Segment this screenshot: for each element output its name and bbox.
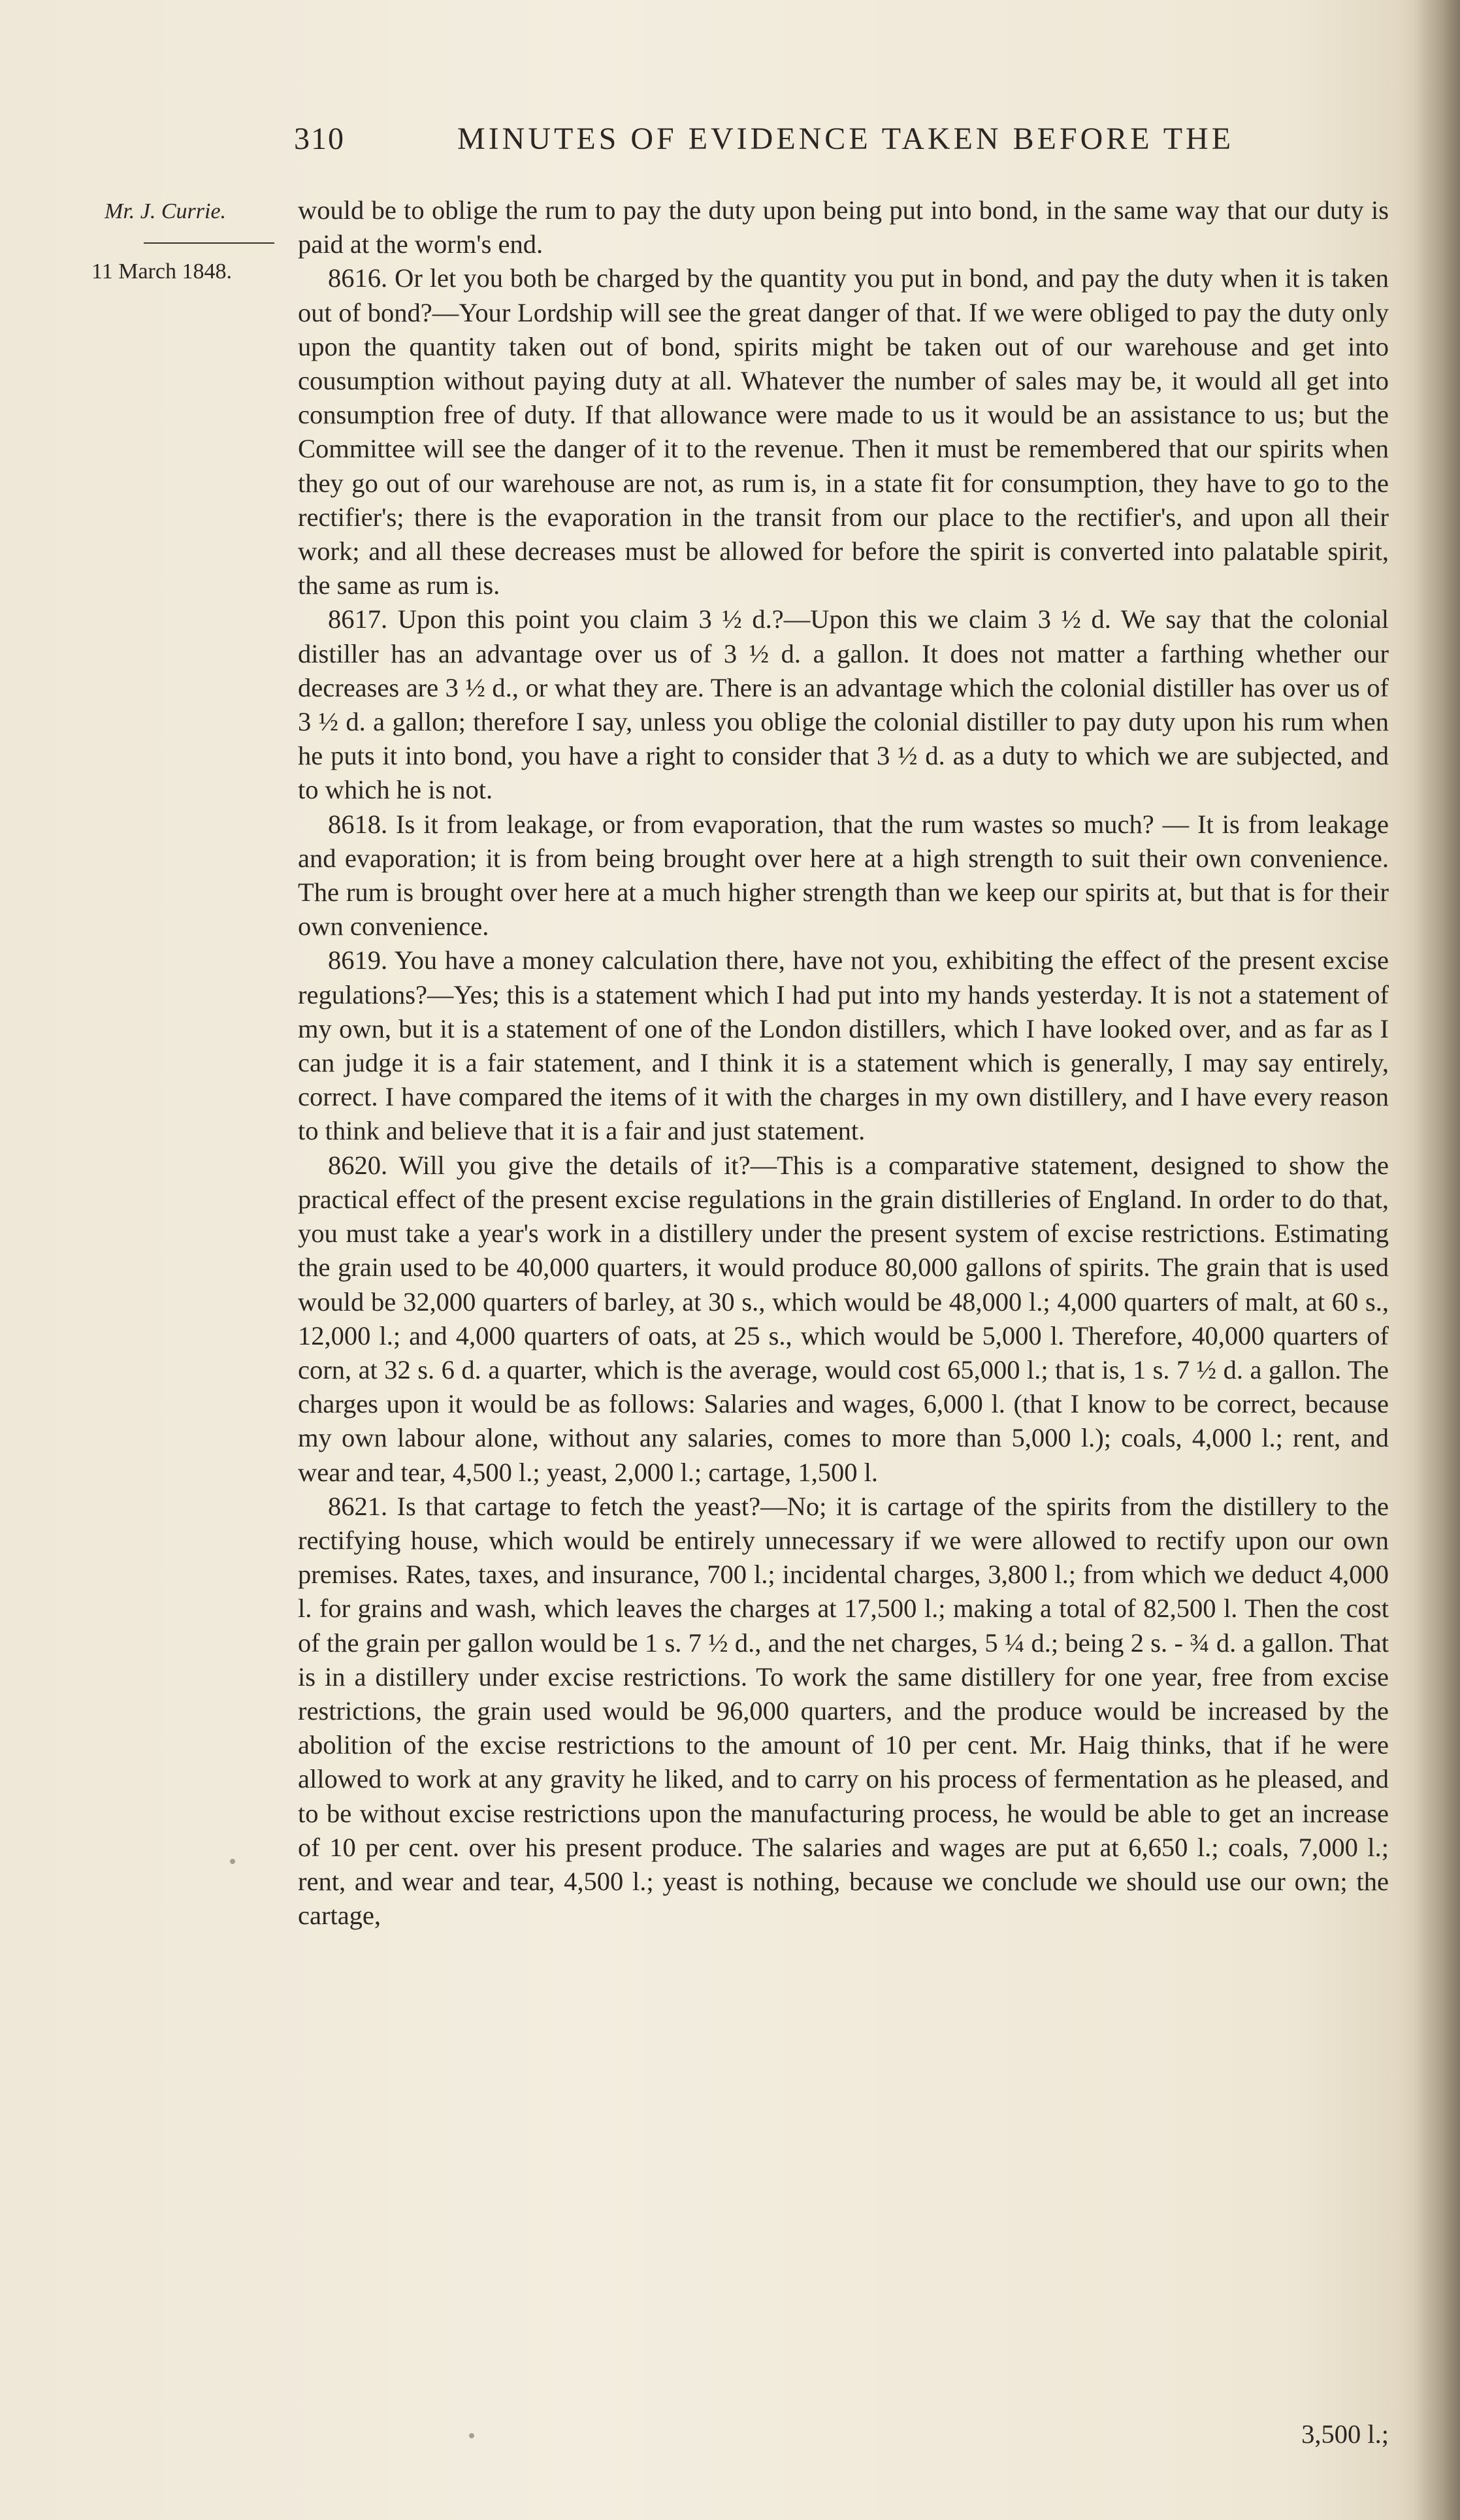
running-title: MINUTES OF EVIDENCE TAKEN BEFORE THE xyxy=(457,122,1235,156)
margin-notes xyxy=(91,199,287,284)
body-text xyxy=(298,193,1389,1933)
paragraph-8618: 8618. Is it from leakage, or from evaporation, that the rum wastes so much? — It is from leakage and evaporation; it is from being brought over here at a high strength to suit their own convenience. The rum is brought over here at a much higher strength than we keep our spirits at, but that is for their own convenience. xyxy=(298,809,1389,941)
paragraph-8616: 8616. Or let you both be charged by the quantity you put in bond, and pay the duty when it is taken out of bond?—Your Lordship will see the great danger of that. If we were obliged to pay the duty only upon the quantity taken out of bond, spirits might be taken out of our warehouse and get into cousumption without paying duty at all. Whatever the number of sales may be, it would all get into consumption free of duty. If that allowance were made to us it would be an assistance to us; but the Committee will see the danger of it to the revenue. Then it must be remembered that our spirits when they go out of our warehouse are not, as rum is, in a state fit for consumption, they have to go to the rectifier's; there is the evaporation in the transit from our place to the rectifier's, and upon all their work; and all these decreases must be allowed for before the spirit is converted into palatable spirit, the same as rum is. xyxy=(298,263,1389,600)
witness-name: Mr. J. Currie. xyxy=(105,199,227,223)
margin-rule xyxy=(144,242,274,244)
paragraph-8621: 8621. Is that cartage to fetch the yeast?—No; it is cartage of the spirits from the distillery to the rectifying house, which would be entirely unnecessary if we were allowed to rectify upon our own premises. Rates, taxes, and insurance, 700 l.; incidental charges, 3,800 l.; from which we deduct 4,000 l. for grains and wash, which leaves the charges at 17,500 l.; making a total of 82,500 l. Then the cost of the grain per gallon would be 1 s. 7 ½ d., and the net charges, 5 ¼ d.; being 2 s. - ¾ d. a gallon. That is in a distillery under excise restrictions. To work the same distillery for one year, free from excise restrictions, the grain used would be 96,000 quarters, and the produce would be increased by the abolition of the excise restrictions to the amount of 10 per cent. Mr. Haig thinks, that if he were allowed to work at any gravity he liked, and to carry on his process of fermentation as he pleased, and to be without excise restrictions upon the manufacturing process, he would be able to get an increase of 10 per cent. over his present produce. The salaries and wages are put at 6,650 l.; coals, 7,000 l.; rent, and wear and tear, 4,500 l.; yeast is nothing, because we conclude we should use our own; the cartage, xyxy=(298,1491,1389,1931)
book-spine-shadow xyxy=(1414,0,1460,2520)
paragraph-continuation: would be to oblige the rum to pay the duty upon being put into bond, in the same way that our duty is paid at the worm's end. xyxy=(298,195,1389,259)
ink-speck xyxy=(469,2433,474,2438)
page-number: 310 xyxy=(294,122,345,156)
ink-speck xyxy=(230,1859,235,1864)
page-tail-line: 3,500 l.; xyxy=(1301,2419,1389,2449)
page-header xyxy=(294,121,1385,167)
evidence-date: 11 March 1848. xyxy=(91,259,232,284)
paragraph-8619: 8619. You have a money calculation there, have not you, exhibiting the effect of the present excise regulations?—Yes; this is a statement which I had put into my hands yesterday. It is not a statement of my own, but it is a statement of one of the London distillers, which I have looked over, and as far as I can judge it is a fair statement, and I think it is a statement which is generally, I may say entirely, correct. I have compared the items of it with the charges in my own distillery, and I have every reason to think and believe that it is a fair and just statement. xyxy=(298,945,1389,1146)
paragraph-8620: 8620. Will you give the details of it?—This is a comparative statement, designed to show the practical effect of the present excise regulations in the grain distilleries of England. In order to do that, you must take a year's work in a distillery under the present system of excise restrictions. Estimating the grain used to be 40,000 quarters, it would produce 80,000 gallons of spirits. The grain that is used would be 32,000 quarters of barley, at 30 s., which would be 48,000 l.; 4,000 quarters of malt, at 60 s., 12,000 l.; and 4,000 quarters of oats, at 25 s., which would be 5,000 l. Therefore, 40,000 quarters of corn, at 32 s. 6 d. a quarter, which is the average, would cost 65,000 l.; that is, 1 s. 7 ½ d. a gallon. The charges upon it would be as follows: Salaries and wages, 6,000 l. (that I know to be correct, because my own labour alone, without any salaries, comes to more than 5,000 l.); coals, 4,000 l.; rent, and wear and tear, 4,500 l.; yeast, 2,000 l.; cartage, 1,500 l. xyxy=(298,1150,1389,1487)
paragraph-8617: 8617. Upon this point you claim 3 ½ d.?—Upon this we claim 3 ½ d. We say that the colonial distiller has an advantage over us of 3 ½ d. a gallon. It does not matter a farthing whether our decreases are 3 ½ d., or what they are. There is an advantage which the colonial distiller has over us of 3 ½ d. a gallon; therefore I say, unless you oblige the colonial distiller to pay duty upon his rum when he puts it into bond, you have a right to consider that 3 ½ d. as a duty to which we are subjected, and to which he is not. xyxy=(298,604,1389,805)
